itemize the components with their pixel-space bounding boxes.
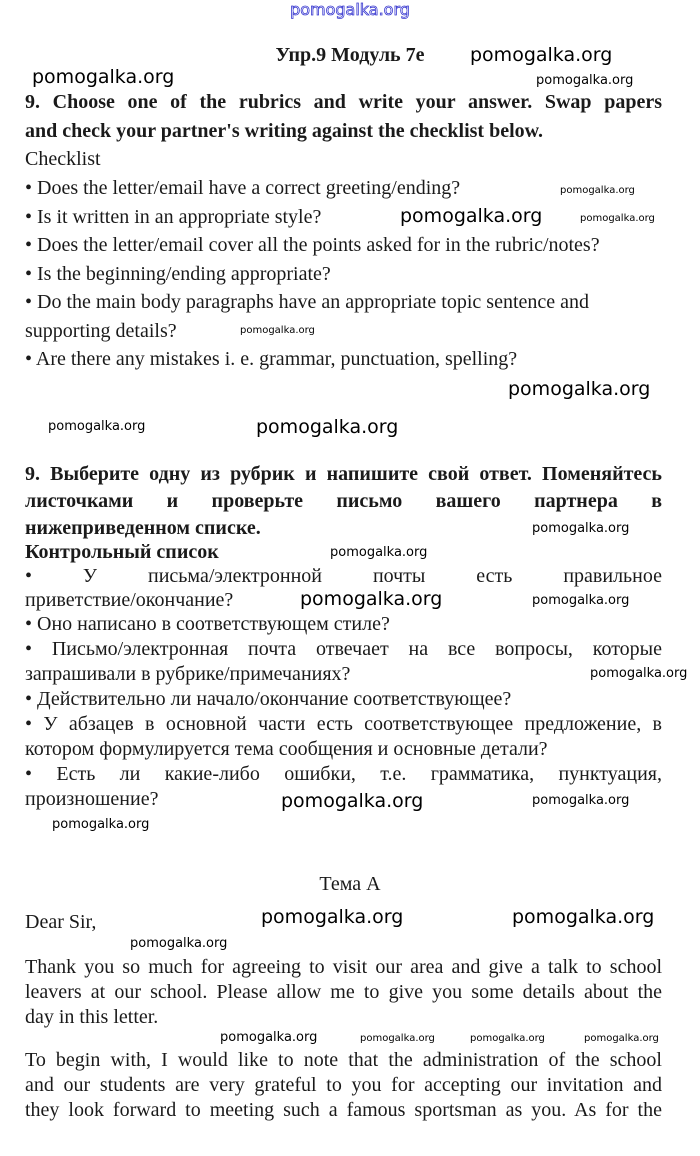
watermark: pomogalka.org	[130, 936, 228, 951]
russian-checklist-item: • У абзацев в основной части есть соответствующее предложение, в	[25, 713, 662, 735]
checklist-item: • Is it written in an appropriate style?	[25, 206, 322, 228]
watermark: pomogalka.org	[532, 521, 630, 536]
watermark: pomogalka.org	[360, 1033, 435, 1044]
letter-line: day in this letter.	[25, 1006, 159, 1028]
letter-line: To begin with, I would like to note that the administration of the school	[25, 1049, 662, 1071]
watermark: pomogalka.org	[400, 205, 543, 227]
watermark: pomogalka.org	[560, 185, 635, 196]
watermark: pomogalka.org	[580, 213, 655, 224]
watermark: pomogalka.org	[300, 588, 443, 610]
russian-checklist-item: произношение?	[25, 788, 159, 810]
watermark: pomogalka.org	[220, 1030, 318, 1045]
letter-greeting: Dear Sir,	[25, 911, 97, 933]
letter-line: they look forward to meeting such a famous sportsman as you. As for the	[25, 1099, 662, 1121]
watermark: pomogalka.org	[470, 44, 613, 66]
checklist-item: • Are there any mistakes i. e. grammar, punctuation, spelling?	[25, 348, 518, 370]
letter-line: leavers at our school. Please allow me to give you some details about the	[25, 981, 662, 1003]
watermark: pomogalka.org	[261, 906, 404, 928]
english-task-line: 9. Choose one of the rubrics and write your answer. Swap papers	[25, 91, 662, 113]
russian-checklist-item: • Оно написано в соответствующем стиле?	[25, 613, 390, 635]
watermark: pomogalka.org	[532, 593, 630, 608]
russian-checklist-item: котором формулируется тема сообщения и основные детали?	[25, 738, 548, 760]
russian-checklist-item: • У письма/электронной почты есть правильное	[25, 565, 662, 587]
watermark: pomogalka.org	[281, 790, 424, 812]
page-title: Упр.9 Модуль 7е	[275, 44, 425, 66]
russian-checklist-item: • Письмо/электронная почта отвечает на все вопросы, которые	[25, 638, 662, 660]
english-task-line: and check your partner's writing against the checklist below.	[25, 120, 543, 142]
russian-checklist-item: приветствие/окончание?	[25, 589, 234, 611]
checklist-item: supporting details?	[25, 320, 177, 342]
russian-checklist-item: • Действительно ли начало/окончание соответствующее?	[25, 688, 512, 710]
watermark: pomogalka.org	[584, 1033, 659, 1044]
watermark: pomogalka.org	[32, 66, 175, 88]
watermark: pomogalka.org	[256, 416, 399, 438]
russian-task-line: нижеприведенном списке.	[25, 517, 261, 539]
watermark: pomogalka.org	[590, 666, 688, 681]
watermark: pomogalka.org	[48, 419, 146, 434]
watermark: pomogalka.org	[536, 73, 634, 88]
watermark: pomogalka.org	[532, 793, 630, 808]
russian-checklist-heading: Контрольный список	[25, 541, 219, 563]
watermark: pomogalka.org	[512, 906, 655, 928]
checklist-item: • Does the letter/email have a correct greeting/ending?	[25, 177, 461, 199]
watermark: pomogalka.org	[52, 817, 150, 832]
topic-heading: Тема А	[319, 873, 381, 895]
watermark: pomogalka.org	[240, 325, 315, 336]
letter-line: and our students are very grateful to you for accepting our invitation and	[25, 1074, 662, 1096]
russian-task-line: 9. Выберите одну из рубрик и напишите свой ответ. Поменяйтесь	[25, 463, 662, 485]
watermark: pomogalka.org	[508, 378, 651, 400]
watermark: pomogalka.org	[470, 1033, 545, 1044]
watermark: pomogalka.org	[330, 545, 428, 560]
letter-line: Thank you so much for agreeing to visit our area and give a talk to school	[25, 956, 662, 978]
checklist-item: • Do the main body paragraphs have an appropriate topic sentence and	[25, 291, 590, 313]
checklist-item: • Is the beginning/ending appropriate?	[25, 263, 331, 285]
russian-task-line: листочками и проверьте письмо вашего партнера в	[25, 490, 662, 512]
russian-checklist-item: • Есть ли какие-либо ошибки, т.е. грамматика, пунктуация,	[25, 763, 662, 785]
site-watermark-top[interactable]: pomogalka.org	[290, 0, 410, 19]
checklist-heading: Checklist	[25, 148, 101, 170]
russian-checklist-item: запрашивали в рубрике/примечаниях?	[25, 663, 351, 685]
checklist-item: • Does the letter/email cover all the points asked for in the rubric/notes?	[25, 234, 600, 256]
